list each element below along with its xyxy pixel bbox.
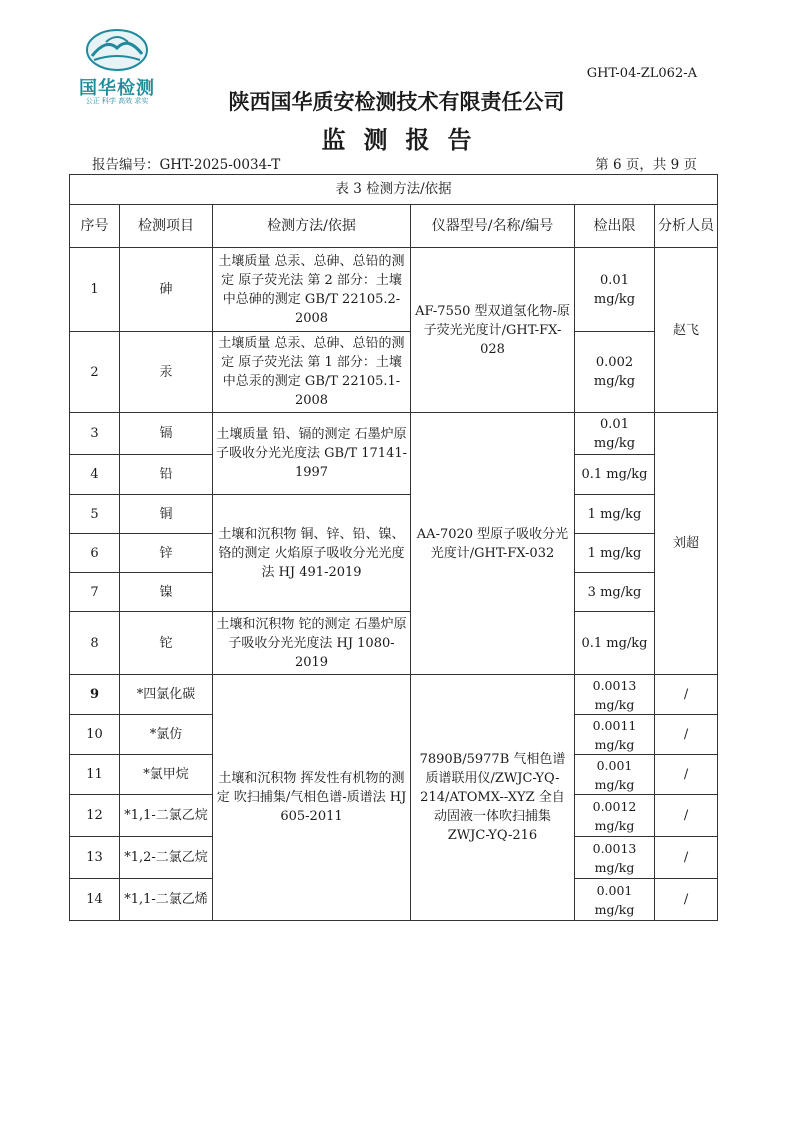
analyst-cell: 赵飞 (655, 248, 718, 413)
row-number: 11 (70, 755, 120, 795)
test-item: 砷 (120, 248, 213, 332)
test-item: *1,1-二氯乙烷 (120, 795, 213, 837)
row-number: 8 (70, 612, 120, 675)
test-item: *氯甲烷 (120, 755, 213, 795)
analyst-cell: / (655, 675, 718, 715)
row-number: 4 (70, 455, 120, 495)
test-item: *1,2-二氯乙烷 (120, 837, 213, 879)
detection-limit: 0.01 mg/kg (575, 248, 655, 332)
detection-limit: 1 mg/kg (575, 534, 655, 573)
test-item: 锌 (120, 534, 213, 573)
row-number: 13 (70, 837, 120, 879)
logo-name: 国华检测 (79, 78, 155, 99)
detection-limit: 0.0013 mg/kg (575, 675, 655, 715)
analyst-cell: / (655, 879, 718, 921)
test-item: 铅 (120, 455, 213, 495)
column-header: 序号 (70, 205, 120, 248)
logo-emblem-icon (84, 28, 150, 72)
detection-limit: 0.0012 mg/kg (575, 795, 655, 837)
row-number: 10 (70, 715, 120, 755)
table-row (70, 332, 718, 413)
column-header: 仪器型号/名称/编号 (411, 205, 575, 248)
method-cell: 土壤质量 总汞、总砷、总铅的测定 原子荧光法 第 2 部分：土壤中总砷的测定 GB/T 22105.2-2008 (213, 248, 411, 332)
report-number: 报告编号：GHT-2025-0034-T (92, 157, 281, 173)
company-name: 陕西国华质安检测技术有限责任公司 (228, 90, 565, 114)
analyst-cell: / (655, 755, 718, 795)
detection-limit: 0.01 mg/kg (575, 413, 655, 455)
row-number: 2 (70, 332, 120, 413)
page-indicator: 第 6 页，共 9 页 (595, 157, 697, 173)
row-number: 1 (70, 248, 120, 332)
table-row (70, 612, 718, 675)
analyst-cell: / (655, 715, 718, 755)
column-header: 检出限 (575, 205, 655, 248)
method-cell: 土壤和沉积物 挥发性有机物的测定 吹扫捕集/气相色谱-质谱法 HJ 605-2011 (213, 675, 411, 921)
row-number: 7 (70, 573, 120, 612)
row-number: 14 (70, 879, 120, 921)
row-number: 9 (70, 675, 120, 715)
detection-limit: 0.002 mg/kg (575, 332, 655, 413)
detection-limit: 0.0013 mg/kg (575, 837, 655, 879)
column-header: 检测方法/依据 (213, 205, 411, 248)
table-row (70, 413, 718, 455)
detection-limit: 0.001 mg/kg (575, 879, 655, 921)
method-cell: 土壤质量 总汞、总砷、总铅的测定 原子荧光法 第 1 部分：土壤中总汞的测定 GB/T 22105.1-2008 (213, 332, 411, 413)
table-caption: 表 3 检测方法/依据 (70, 175, 718, 205)
detection-limit: 0.0011 mg/kg (575, 715, 655, 755)
analyst-cell: / (655, 795, 718, 837)
table-header-row (70, 205, 718, 248)
instrument-cell: AF-7550 型双道氢化物-原子荧光光度计/GHT-FX-028 (411, 248, 575, 413)
table-row (70, 675, 718, 715)
test-item: 镉 (120, 413, 213, 455)
method-cell: 土壤质量 铅、镉的测定 石墨炉原子吸收分光光度法 GB/T 17141-1997 (213, 413, 411, 495)
instrument-cell: AA-7020 型原子吸收分光光度计/GHT-FX-032 (411, 413, 575, 675)
detection-limit: 1 mg/kg (575, 495, 655, 534)
method-table (69, 174, 718, 921)
test-item: *氯仿 (120, 715, 213, 755)
logo-slogan: 公正 科学 高效 求实 (85, 97, 149, 105)
document-code: GHT-04-ZL062-A (586, 66, 697, 81)
detection-limit: 0.1 mg/kg (575, 612, 655, 675)
row-number: 6 (70, 534, 120, 573)
detection-limit: 0.001 mg/kg (575, 755, 655, 795)
test-item: *1,1-二氯乙烯 (120, 879, 213, 921)
test-item: 镍 (120, 573, 213, 612)
analyst-cell: 刘超 (655, 413, 718, 675)
row-number: 3 (70, 413, 120, 455)
method-cell: 土壤和沉积物 铜、锌、铅、镍、铬的测定 火焰原子吸收分光光度法 HJ 491-2019 (213, 495, 411, 612)
column-header: 检测项目 (120, 205, 213, 248)
row-number: 12 (70, 795, 120, 837)
test-item: 铊 (120, 612, 213, 675)
test-item: *四氯化碳 (120, 675, 213, 715)
column-header: 分析人员 (655, 205, 718, 248)
detection-limit: 3 mg/kg (575, 573, 655, 612)
analyst-cell: / (655, 837, 718, 879)
row-number: 5 (70, 495, 120, 534)
detection-limit: 0.1 mg/kg (575, 455, 655, 495)
table-row (70, 248, 718, 332)
table-row (70, 495, 718, 534)
test-item: 铜 (120, 495, 213, 534)
method-cell: 土壤和沉积物 铊的测定 石墨炉原子吸收分光光度法 HJ 1080-2019 (213, 612, 411, 675)
instrument-cell: 7890B/5977B 气相色谱质谱联用仪/ZWJC-YQ-214/ATOMX--XYZ 全自动固液一体吹扫捕集ZWJC-YQ-216 (411, 675, 575, 921)
test-item: 汞 (120, 332, 213, 413)
report-title: 监测报告 (321, 126, 490, 154)
